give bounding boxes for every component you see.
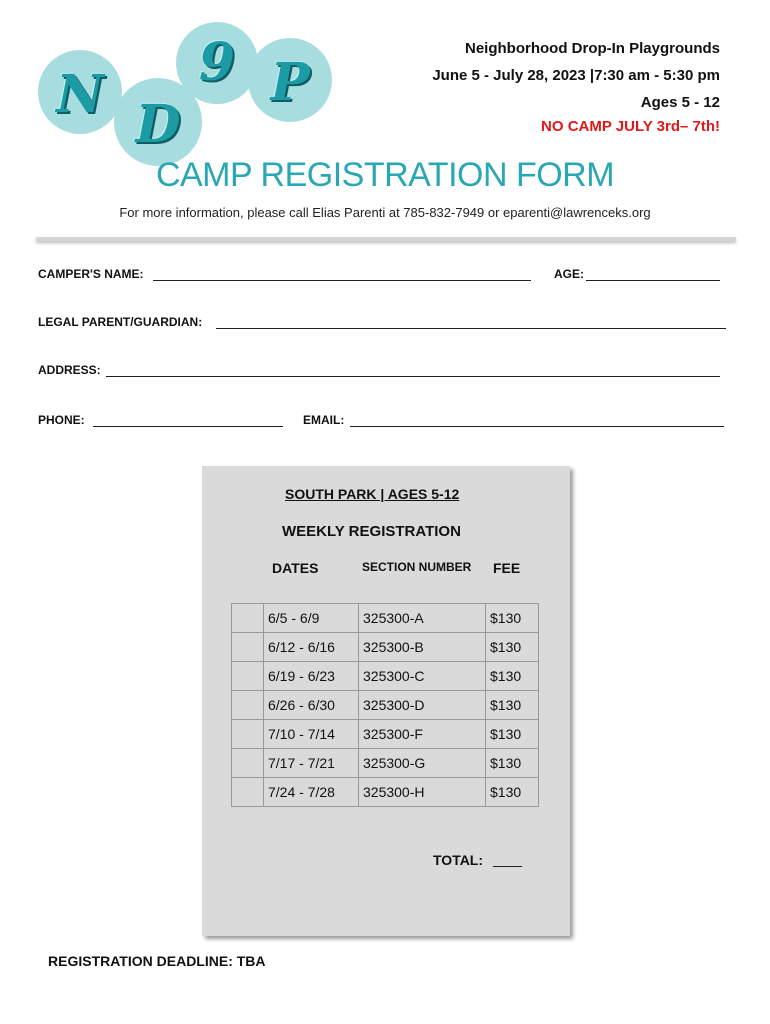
week-fee: $130 <box>486 633 539 662</box>
program-name: Neighborhood Drop-In Playgrounds <box>465 40 720 57</box>
week-dates: 7/10 - 7/14 <box>264 720 359 749</box>
weekly-heading: WEEKLY REGISTRATION <box>282 523 461 540</box>
week-checkbox[interactable] <box>232 691 264 720</box>
week-dates: 6/12 - 6/16 <box>264 633 359 662</box>
week-dates: 6/5 - 6/9 <box>264 604 359 633</box>
total-label: TOTAL: <box>433 852 484 868</box>
week-section: 325300-F <box>359 720 486 749</box>
week-fee: $130 <box>486 662 539 691</box>
email-label: EMAIL: <box>303 413 345 427</box>
email-field[interactable] <box>350 426 724 427</box>
week-fee: $130 <box>486 778 539 807</box>
col-dates-header: DATES <box>272 560 319 576</box>
location-heading: SOUTH PARK | AGES 5-12 <box>285 486 460 502</box>
logo-letter: P <box>270 52 310 113</box>
week-fee: $130 <box>486 720 539 749</box>
table-row <box>232 691 539 720</box>
weeks-table <box>231 603 539 807</box>
program-dates: June 5 - July 28, 2023 |7:30 am - 5:30 pm <box>432 67 720 84</box>
camper-name-label: CAMPER'S NAME: <box>38 267 144 281</box>
week-checkbox[interactable] <box>232 604 264 633</box>
col-section-header: SECTION NUMBER <box>362 560 472 574</box>
age-label: AGE: <box>554 267 584 281</box>
logo-bubble-4 <box>248 38 332 122</box>
week-section: 325300-H <box>359 778 486 807</box>
table-row <box>232 633 539 662</box>
week-section: 325300-D <box>359 691 486 720</box>
logo-letter: 9 <box>198 32 236 93</box>
registration-deadline: REGISTRATION DEADLINE: TBA <box>48 953 266 969</box>
guardian-label: LEGAL PARENT/GUARDIAN: <box>38 315 203 329</box>
table-row <box>232 749 539 778</box>
week-checkbox[interactable] <box>232 633 264 662</box>
address-field[interactable] <box>106 376 720 377</box>
week-fee: $130 <box>486 749 539 778</box>
week-section: 325300-B <box>359 633 486 662</box>
program-ages: Ages 5 - 12 <box>640 94 720 111</box>
phone-field[interactable] <box>93 426 283 427</box>
week-checkbox[interactable] <box>232 749 264 778</box>
week-checkbox[interactable] <box>232 720 264 749</box>
week-dates: 7/17 - 7/21 <box>264 749 359 778</box>
camper-name-field[interactable] <box>153 280 531 281</box>
week-checkbox[interactable] <box>232 778 264 807</box>
week-section: 325300-A <box>359 604 486 633</box>
guardian-field[interactable] <box>216 328 726 329</box>
table-row <box>232 662 539 691</box>
logo-letter: N <box>56 64 104 125</box>
col-fee-header: FEE <box>493 560 521 576</box>
table-row <box>232 604 539 633</box>
logo-bubble-3 <box>176 22 258 104</box>
logo-bubble-1 <box>38 50 122 134</box>
logo-letter: D <box>135 94 181 155</box>
week-section: 325300-C <box>359 662 486 691</box>
week-dates: 6/26 - 6/30 <box>264 691 359 720</box>
no-camp-notice: NO CAMP JULY 3rd– 7th! <box>541 118 720 135</box>
ndp-logo <box>36 20 346 170</box>
age-field[interactable] <box>586 280 720 281</box>
week-section: 325300-G <box>359 749 486 778</box>
phone-label: PHONE: <box>38 413 85 427</box>
week-checkbox[interactable] <box>232 662 264 691</box>
contact-info: For more information, please call Elias Parenti at 785-832-7949 or eparenti@lawrenceks.org <box>119 205 651 220</box>
table-row <box>232 778 539 807</box>
week-dates: 7/24 - 7/28 <box>264 778 359 807</box>
form-title: CAMP REGISTRATION FORM <box>155 156 615 194</box>
week-dates: 6/19 - 6/23 <box>264 662 359 691</box>
total-field[interactable] <box>493 866 522 867</box>
table-row <box>232 720 539 749</box>
header-divider <box>36 237 736 241</box>
week-fee: $130 <box>486 604 539 633</box>
week-fee: $130 <box>486 691 539 720</box>
address-label: ADDRESS: <box>38 363 101 377</box>
